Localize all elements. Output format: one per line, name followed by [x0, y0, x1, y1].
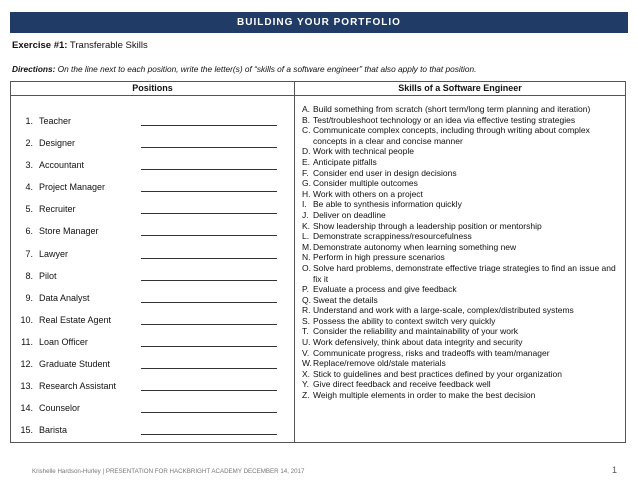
skill-text: Stick to guidelines and best practices defined by your organization	[313, 368, 563, 379]
position-row	[11, 425, 294, 447]
skill-letter: F.	[302, 167, 309, 178]
skill-text: Demonstrate scrappiness/resourcefulness	[313, 231, 472, 242]
skills-table	[10, 81, 626, 443]
skill-item	[302, 316, 620, 327]
answer-line[interactable]	[141, 191, 277, 192]
answer-line[interactable]	[141, 412, 277, 413]
exercise-heading	[12, 40, 148, 51]
skill-item	[302, 390, 620, 401]
skill-item	[302, 326, 620, 337]
skill-letter: R.	[302, 305, 311, 316]
position-row	[11, 160, 294, 182]
position-row	[11, 226, 294, 248]
skill-text: Deliver on deadline	[313, 209, 386, 220]
skill-text: Build something from scratch (short term/long term planning and iteration)	[313, 104, 591, 114]
directions-text: On the line next to each position, write the letter(s) of “skills of a software engineer” that also apply to that position.	[55, 64, 477, 74]
position-label: Barista	[39, 425, 68, 436]
exercise-title: Transferable Skills	[67, 40, 148, 51]
position-label: Recruiter	[39, 204, 76, 215]
answer-line[interactable]	[141, 302, 277, 303]
position-row	[11, 337, 294, 359]
skill-item	[302, 115, 620, 126]
skill-item	[302, 178, 620, 189]
skill-item	[302, 284, 620, 295]
position-label: Loan Officer	[39, 336, 88, 347]
skill-text: Weigh multiple elements in order to make the best decision	[313, 390, 536, 401]
skill-letter: P.	[302, 284, 309, 295]
skill-letter: J.	[302, 209, 309, 220]
skill-item	[302, 358, 620, 369]
skill-text: Show leadership through a leadership position or mentorship	[313, 220, 542, 231]
skill-letter: C.	[302, 125, 311, 136]
answer-line[interactable]	[141, 213, 277, 214]
skill-letter: X.	[302, 368, 311, 379]
skill-letter: G.	[302, 178, 311, 189]
position-row	[11, 182, 294, 204]
skill-item	[302, 157, 620, 168]
skill-item	[302, 189, 620, 200]
position-number: 6.	[25, 226, 33, 237]
skill-letter: Q.	[302, 294, 311, 305]
position-label: Accountant	[39, 160, 85, 171]
skill-text: Work defensively, think about data integrity and security	[313, 337, 523, 348]
answer-line[interactable]	[141, 235, 277, 236]
table-header-row	[11, 82, 625, 96]
position-number: 10.	[20, 314, 33, 325]
skill-letter: S.	[302, 315, 311, 326]
skill-text: Consider multiple outcomes	[313, 178, 418, 189]
skill-item	[302, 199, 620, 210]
skill-item	[302, 231, 620, 242]
skill-text: Possess the ability to context switch very quickly	[313, 315, 496, 326]
skill-item	[302, 348, 620, 359]
answer-line[interactable]	[141, 125, 277, 126]
skill-letter: O.	[302, 262, 311, 273]
position-number: 14.	[20, 403, 33, 414]
position-label: Data Analyst	[39, 292, 90, 303]
position-label: Lawyer	[39, 248, 69, 259]
skill-text: Consider end user in design decisions	[313, 167, 457, 178]
page-number: 1	[612, 465, 618, 475]
footer-text: Krishelle Hardson-Hurley | PRESENTATION FOR HACKBRIGHT ACADEMY DECEMBER 14, 2017	[32, 468, 305, 475]
position-row	[11, 403, 294, 425]
position-label: Graduate Student	[39, 359, 111, 370]
answer-line[interactable]	[141, 346, 277, 347]
positions-list	[11, 116, 294, 447]
position-label: Counselor	[39, 403, 81, 414]
exercise-label: Exercise #1:	[12, 40, 68, 51]
column-divider	[294, 82, 295, 442]
skill-text: Perform in high pressure scenarios	[313, 252, 445, 263]
skill-letter: H.	[302, 188, 311, 199]
skill-letter: V.	[302, 347, 310, 358]
answer-line[interactable]	[141, 324, 277, 325]
skill-item	[302, 369, 620, 380]
skill-text: Give direct feedback and receive feedback well	[313, 379, 491, 390]
skill-letter: E.	[302, 156, 311, 167]
position-number: 5.	[25, 204, 33, 215]
skill-text: Work with technical people	[313, 146, 414, 157]
position-number: 9.	[25, 292, 33, 303]
position-row	[11, 271, 294, 293]
position-label: Store Manager	[39, 226, 99, 237]
skill-letter: U.	[302, 337, 311, 348]
position-row	[11, 359, 294, 381]
position-row	[11, 138, 294, 160]
position-number: 4.	[25, 182, 33, 193]
position-label: Research Assistant	[39, 381, 117, 392]
skill-letter: K.	[302, 220, 311, 231]
skill-text: Evaluate a process and give feedback	[313, 284, 457, 295]
position-row	[11, 381, 294, 403]
position-row	[11, 249, 294, 271]
position-number: 11.	[21, 336, 33, 347]
skill-letter: W.	[302, 358, 312, 369]
skill-text: Solve hard problems, demonstrate effective triage strategies to find an issue and fix it	[313, 262, 616, 284]
skill-item	[302, 379, 620, 390]
skill-letter: M.	[302, 241, 312, 252]
answer-line[interactable]	[141, 258, 277, 259]
skill-text: Test/troubleshoot technology or an idea via effective testing strategies	[313, 114, 576, 125]
position-label: Pilot	[39, 270, 57, 281]
skill-text: Anticipate pitfalls	[313, 156, 377, 167]
skill-item	[302, 305, 620, 316]
skill-text: Sweat the details	[313, 294, 378, 305]
position-label: Real Estate Agent	[39, 314, 112, 325]
directions-label: Directions:	[12, 64, 56, 74]
page-banner: BUILDING YOUR PORTFOLIO	[10, 12, 628, 33]
skill-letter: Y.	[302, 379, 309, 390]
position-number: 3.	[25, 160, 33, 171]
skill-letter: N.	[302, 252, 311, 263]
skill-text: Replace/remove old/stale materials	[313, 358, 446, 369]
answer-line[interactable]	[141, 169, 277, 170]
skill-letter: Z.	[302, 390, 310, 401]
position-number: 12.	[20, 359, 33, 370]
skill-letter: I.	[302, 199, 307, 210]
answer-line[interactable]	[141, 434, 277, 435]
position-number: 13.	[20, 381, 33, 392]
position-number: 8.	[25, 270, 33, 281]
skill-item	[302, 263, 620, 284]
answer-line[interactable]	[141, 147, 277, 148]
position-number: 1.	[25, 116, 33, 126]
skill-item	[302, 168, 620, 179]
position-number: 7.	[25, 248, 33, 259]
skill-text: Understand and work with a large-scale, complex/distributed systems	[313, 305, 574, 316]
position-row	[11, 315, 294, 337]
skill-letter: D.	[302, 146, 311, 157]
skill-letter: T.	[302, 326, 309, 337]
skill-text: Demonstrate autonomy when learning something new	[313, 241, 517, 252]
position-row	[11, 116, 294, 138]
answer-line[interactable]	[141, 390, 277, 391]
skill-text: Work with others on a project	[313, 188, 423, 199]
skill-item	[302, 295, 620, 306]
skill-item	[302, 125, 620, 146]
skill-text: Consider the reliability and maintainability of your work	[313, 326, 519, 337]
directions	[12, 64, 476, 74]
skill-letter: A.	[302, 104, 311, 114]
skill-letter: L.	[302, 231, 310, 242]
position-row	[11, 293, 294, 315]
position-label: Teacher	[39, 116, 72, 126]
skill-letter: B.	[302, 114, 311, 125]
skill-item	[302, 221, 620, 232]
position-number: 2.	[25, 138, 33, 149]
skill-item	[302, 337, 620, 348]
skill-text: Communicate progress, risks and tradeoffs with team/manager	[313, 347, 550, 358]
skill-text: Be able to synthesis information quickly	[313, 199, 462, 210]
answer-line[interactable]	[141, 280, 277, 281]
skill-item	[302, 252, 620, 263]
positions-header: Positions	[132, 83, 173, 93]
position-row	[11, 204, 294, 226]
skill-item	[302, 146, 620, 157]
skill-item	[302, 242, 620, 253]
answer-line[interactable]	[141, 368, 277, 369]
position-label: Designer	[39, 138, 76, 149]
skills-list	[302, 104, 620, 401]
skill-item	[302, 104, 620, 115]
position-label: Project Manager	[39, 182, 106, 193]
skill-item	[302, 210, 620, 221]
skills-header: Skills of a Software Engineer	[398, 83, 522, 93]
skill-text: Communicate complex concepts, including through writing about complex concepts in a clear and concise manner	[313, 125, 590, 146]
position-number: 15.	[20, 425, 33, 436]
